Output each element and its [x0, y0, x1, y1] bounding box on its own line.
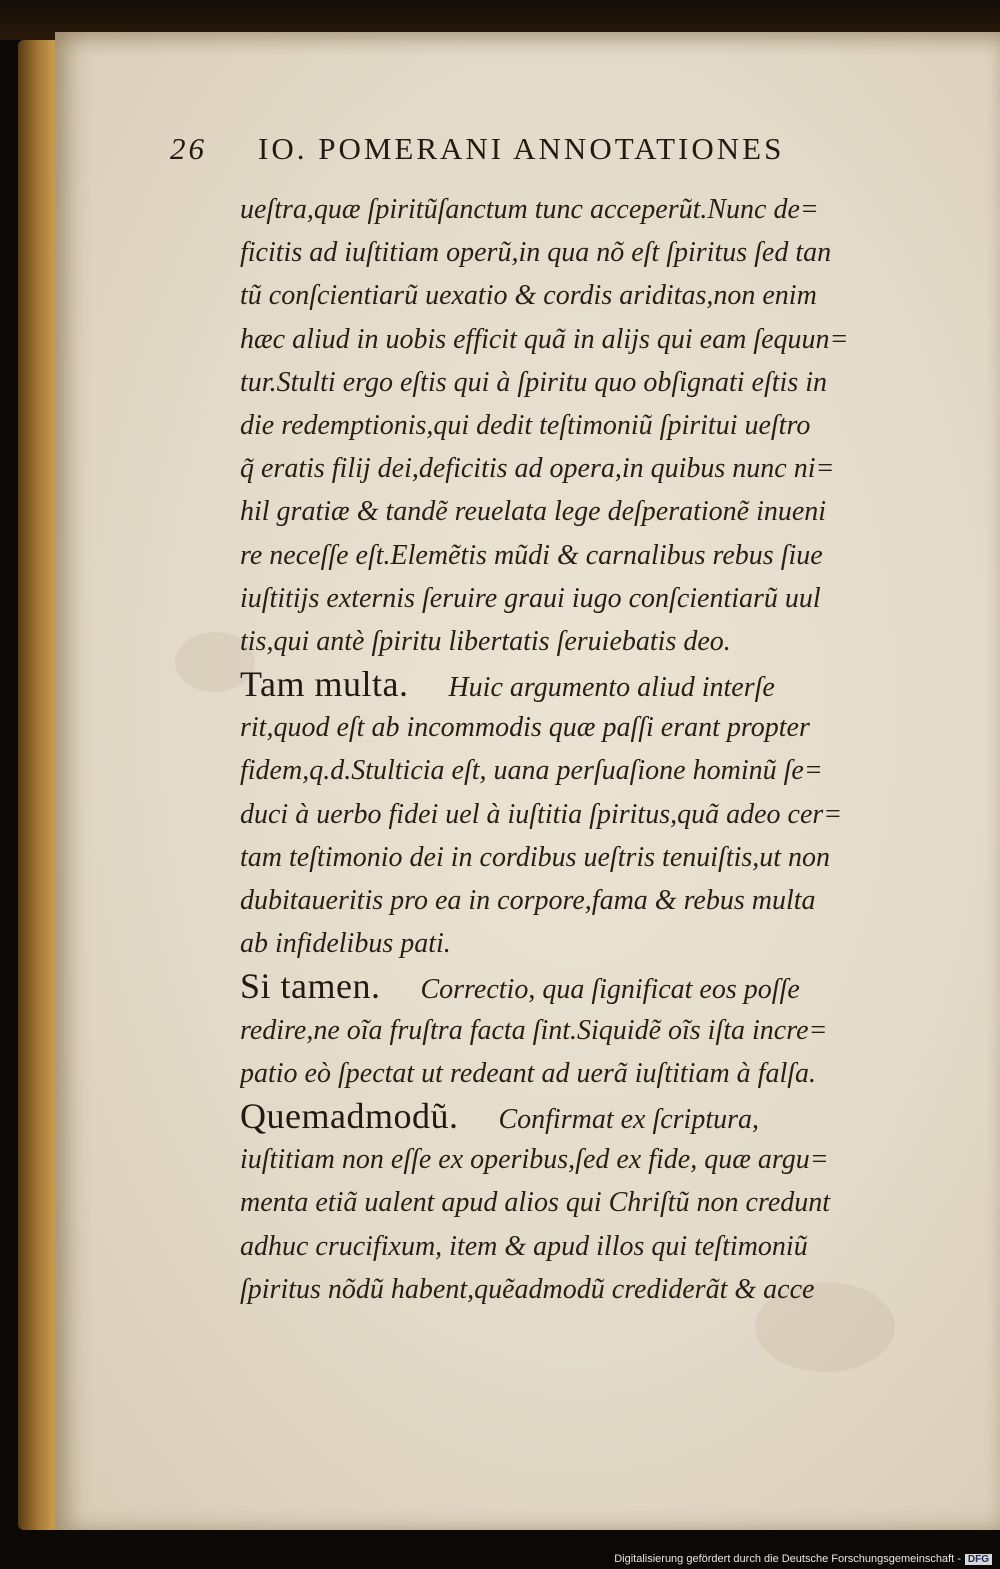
- text-line: [240, 1138, 930, 1181]
- line-text: Huic argumento aliud interſe: [448, 672, 775, 704]
- line-text: die redemptionis,qui dedit teſtimoniũ ſpiritui ueſtro: [240, 409, 811, 441]
- line-text: ab infidelibus pati.: [240, 928, 451, 960]
- text-line: [240, 1268, 930, 1311]
- dfg-logo: DFG: [965, 1554, 992, 1565]
- text-line: [240, 1181, 930, 1224]
- lemma-heading: Quemadmodũ.: [240, 1095, 459, 1136]
- text-line: [240, 1009, 930, 1052]
- line-text: tur.Stulti ergo eſtis qui à ſpiritu quo obſignati eſtis in: [240, 366, 827, 398]
- text-line: [240, 1052, 930, 1095]
- text-line: [240, 534, 930, 577]
- text-line: [240, 620, 930, 663]
- line-text: iuſtitiam non eſſe ex operibus,ſed ex fide, quæ argu=: [240, 1144, 829, 1176]
- line-text: patio eò ſpectat ut redeant ad uerã iuſtitiam à falſa.: [240, 1057, 817, 1089]
- line-text: iuſtitijs externis ſeruire graui iugo conſcientiarũ uul: [240, 582, 821, 614]
- line-text: fidem,q.d.Stulticia eſt, uana perſuaſione hominũ ſe=: [240, 755, 823, 787]
- lemma-line: [240, 663, 930, 706]
- line-text: redire,ne oĩa fruſtra facta ſint.Siquidẽ oĩs iſta incre=: [240, 1014, 828, 1046]
- line-text: Correctio, qua ſignificat eos poſſe: [420, 974, 800, 1006]
- line-text: duci à uerbo fidei uel à iuſtitia ſpiritus,quã adeo cer=: [240, 798, 843, 830]
- lemma-line: [240, 965, 930, 1008]
- body-text: [240, 188, 930, 1311]
- running-title: IO. POMERANI ANNOTATIONES: [258, 131, 785, 166]
- line-text: ſpiritus nõdũ habent,quẽadmodũ crediderãt & acce: [240, 1273, 815, 1305]
- line-text: ueſtra,quæ ſpiritũſanctum tunc acceperũt.Nunc de=: [240, 194, 819, 225]
- text-line: [240, 361, 930, 404]
- text-line: [240, 793, 930, 836]
- line-text: rit,quod eſt ab incommodis quæ paſſi erant propter: [240, 712, 810, 744]
- line-text: re neceſſe eſt.Elemẽtis mũdi & carnalibus rebus ſiue: [240, 539, 823, 571]
- page-number: 26: [170, 131, 207, 166]
- line-text: tam teſtimonio dei in cordibus ueſtris tenuiſtis,ut non: [240, 841, 831, 873]
- text-line: [240, 231, 930, 274]
- line-text: tũ conſcientiarũ uexatio & cordis ariditas,non enim: [240, 280, 817, 312]
- text-line: [240, 836, 930, 879]
- text-line: [240, 577, 930, 620]
- text-line: [240, 706, 930, 749]
- lemma-heading: Tam multa.: [240, 664, 409, 705]
- text-line: [240, 447, 930, 490]
- line-text: hil gratiæ & tandẽ reuelata lege deſperationẽ inueni: [240, 496, 827, 528]
- line-text: Confirmat ex ſcriptura,: [498, 1103, 760, 1135]
- line-text: dubitaueritis pro ea in corpore,fama & rebus multa: [240, 885, 816, 916]
- lemma-line: [240, 1095, 930, 1138]
- running-head: [170, 131, 910, 167]
- line-text: adhuc crucifixum, item & apud illos qui teſtimoniũ: [240, 1230, 808, 1262]
- line-text: menta etiã ualent apud alios qui Chriſtũ non credunt: [240, 1187, 831, 1219]
- credit-text: Digitalisierung gefördert durch die Deutsche Forschungsgemeinschaft -: [614, 1553, 961, 1565]
- text-line: [240, 404, 930, 447]
- text-line: [240, 879, 930, 922]
- text-line: [240, 1225, 930, 1268]
- line-text: ficitis ad iuſtitiam operũ,in qua nõ eſt ſpiritus ſed tan: [240, 237, 832, 269]
- text-line: [240, 490, 930, 533]
- text-line: [240, 749, 930, 792]
- line-text: tis,qui antè ſpiritu libertatis ſeruiebatis deo.: [240, 625, 731, 657]
- line-text: q̃ eratis filij dei,deficitis ad opera,in quibus nunc ni=: [240, 453, 835, 485]
- digitization-credit: [614, 1553, 992, 1565]
- lemma-heading: Si tamen.: [240, 966, 381, 1007]
- line-text: hæc aliud in uobis efficit quã in alijs qui eam ſequun=: [240, 323, 849, 355]
- text-line: [240, 922, 930, 965]
- text-line: [240, 274, 930, 317]
- text-line: [240, 318, 930, 361]
- text-line: [240, 188, 930, 231]
